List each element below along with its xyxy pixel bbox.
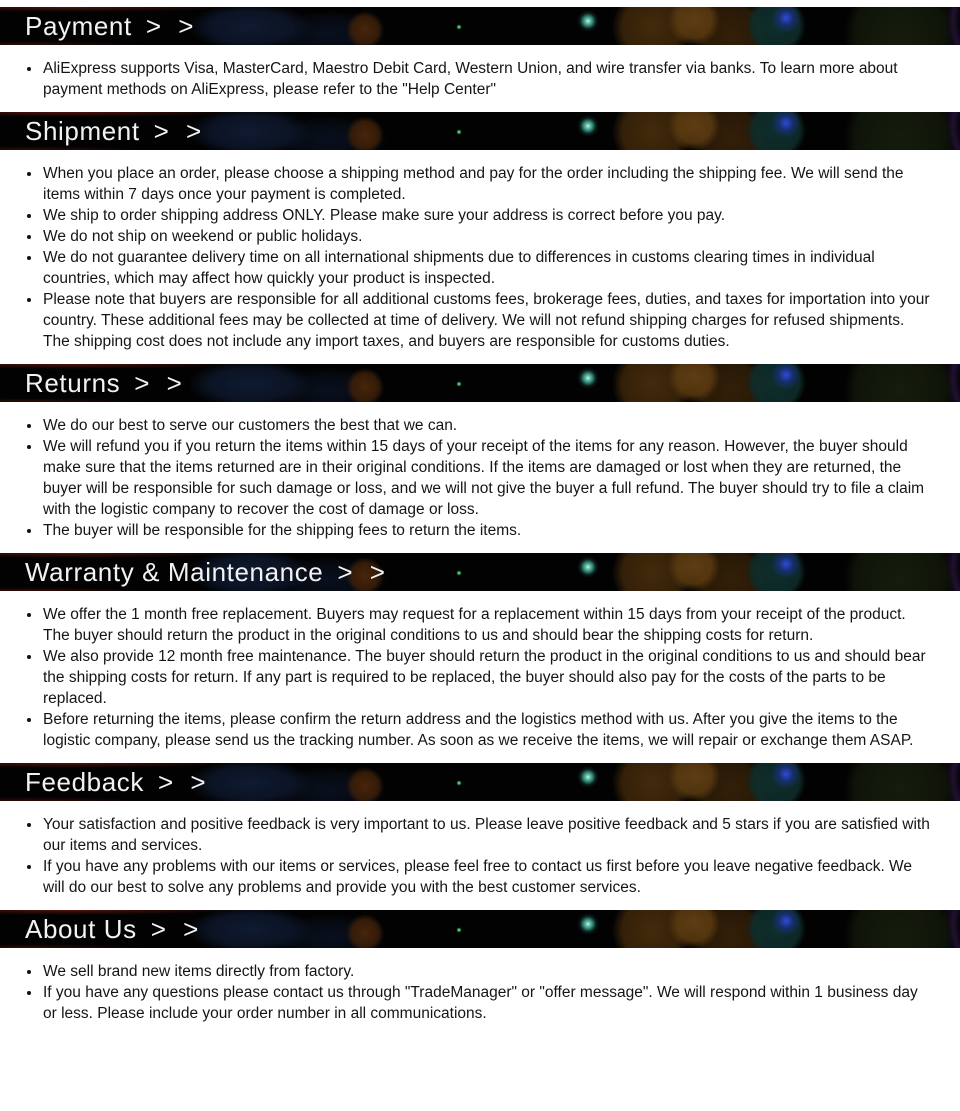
chevrons-decoration: > > (150, 913, 204, 944)
feedback-bullet-list (25, 814, 932, 898)
bullet-item: • Your satisfaction and positive feedback is very important to us. Please leave positive feedback and 5 stars if you are satisfied with our items and services. (42, 814, 932, 856)
bullet-item: • Please note that buyers are responsible for all additional customs fees, brokerage fees, duties, and taxes for importation into your country. These additional fees may be collected at time of delivery. We will not refund shipping charges for refused shipments. The shipping cost does not include any import taxes, and buyers are responsible for customs duties. (42, 289, 932, 352)
section-warranty-maintenance (0, 553, 960, 751)
bullet-item: • We do not guarantee delivery time on all international shipments due to differences in customs clearing times in individual countries, which may affect how quickly your product is inspected. (42, 247, 932, 289)
shipment-section-banner (0, 112, 960, 150)
section-feedback (0, 763, 960, 898)
chevrons-decoration: > > (157, 766, 211, 797)
warranty-section-banner (0, 553, 960, 591)
bullet-item: • If you have any problems with our items or services, please feel free to contact us first before you leave negative feedback. We will do our best to solve any problems and provide you with the best customer services. (42, 856, 932, 898)
shipment-bullet-list (25, 163, 932, 352)
bullet-item: • AliExpress supports Visa, MasterCard, Maestro Debit Card, Western Union, and wire transfer via banks. To learn more about payment methods on AliExpress, please refer to the "Help Center" (42, 58, 932, 100)
payment-bullet-list (25, 58, 932, 100)
section-title-text: Feedback (25, 766, 144, 797)
feedback-section-title (0, 763, 960, 801)
payment-section-banner (0, 7, 960, 45)
bullet-item: • We do our best to serve our customers the best that we can. (42, 415, 932, 436)
bullet-item: • If you have any questions please contact us through "TradeManager" or "offer message". We will respond within 1 business day or less. Please include your order number in all communications. (42, 982, 932, 1024)
about-us-section-banner (0, 910, 960, 948)
warranty-section-title (0, 553, 960, 591)
returns-section-banner (0, 364, 960, 402)
returns-section-title (0, 364, 960, 402)
chevrons-decoration: > > (134, 367, 187, 398)
section-title-text: Warranty & Maintenance (25, 556, 324, 587)
section-title-text: Shipment (25, 115, 140, 146)
bullet-item: • We will refund you if you return the items within 15 days of your receipt of the items for any reason. However, the buyer should make sure that the items returned are in their original conditions. If the items are damaged or lost when they are returned, the buyer will be responsible for such damage or loss, and we will not give the buyer a full refund. The buyer should try to file a claim with the logistic company to recover the cost of damage or loss. (42, 436, 932, 520)
returns-bullet-list (25, 415, 932, 541)
bullet-item: • We ship to order shipping address ONLY. Please make sure your address is correct before you pay. (42, 205, 932, 226)
section-title-text: Payment (25, 10, 132, 41)
bullet-item: • We sell brand new items directly from factory. (42, 961, 932, 982)
chevrons-decoration: > > (145, 10, 199, 41)
feedback-section-banner (0, 763, 960, 801)
bullet-item: • We offer the 1 month free replacement. Buyers may request for a replacement within 15 days from your receipt of the product. The buyer should return the product in the original conditions to us and should bear the shipping costs for return. (42, 604, 932, 646)
bullet-item: • When you place an order, please choose a shipping method and pay for the order including the shipping fee. We will send the items within 7 days once your payment is completed. (42, 163, 932, 205)
about-us-section-title (0, 910, 960, 948)
chevrons-decoration: > > (153, 115, 207, 146)
bullet-item: • Before returning the items, please confirm the return address and the logistics method with us. After you give the items to the logistic company, please send us the tracking number. As soon as we receive the items, we will repair or exchange them ASAP. (42, 709, 932, 751)
section-about-us (0, 910, 960, 1024)
section-returns (0, 364, 960, 541)
payment-section-title (0, 7, 960, 45)
section-title-text: About Us (25, 913, 137, 944)
bullet-item: • The buyer will be responsible for the shipping fees to return the items. (42, 520, 932, 541)
section-payment (0, 7, 960, 100)
about-us-bullet-list (25, 961, 932, 1024)
bullet-item: • We do not ship on weekend or public holidays. (42, 226, 932, 247)
warranty-bullet-list (25, 604, 932, 751)
chevrons-decoration: > > (337, 556, 390, 587)
section-title-text: Returns (25, 367, 121, 398)
section-shipment (0, 112, 960, 352)
shipment-section-title (0, 112, 960, 150)
bullet-item: • We also provide 12 month free maintenance. The buyer should return the product in the original conditions to us and should bear the shipping costs for return. If any part is required to be replaced, the buyer should also pay for the costs of the parts to be replaced. (42, 646, 932, 709)
